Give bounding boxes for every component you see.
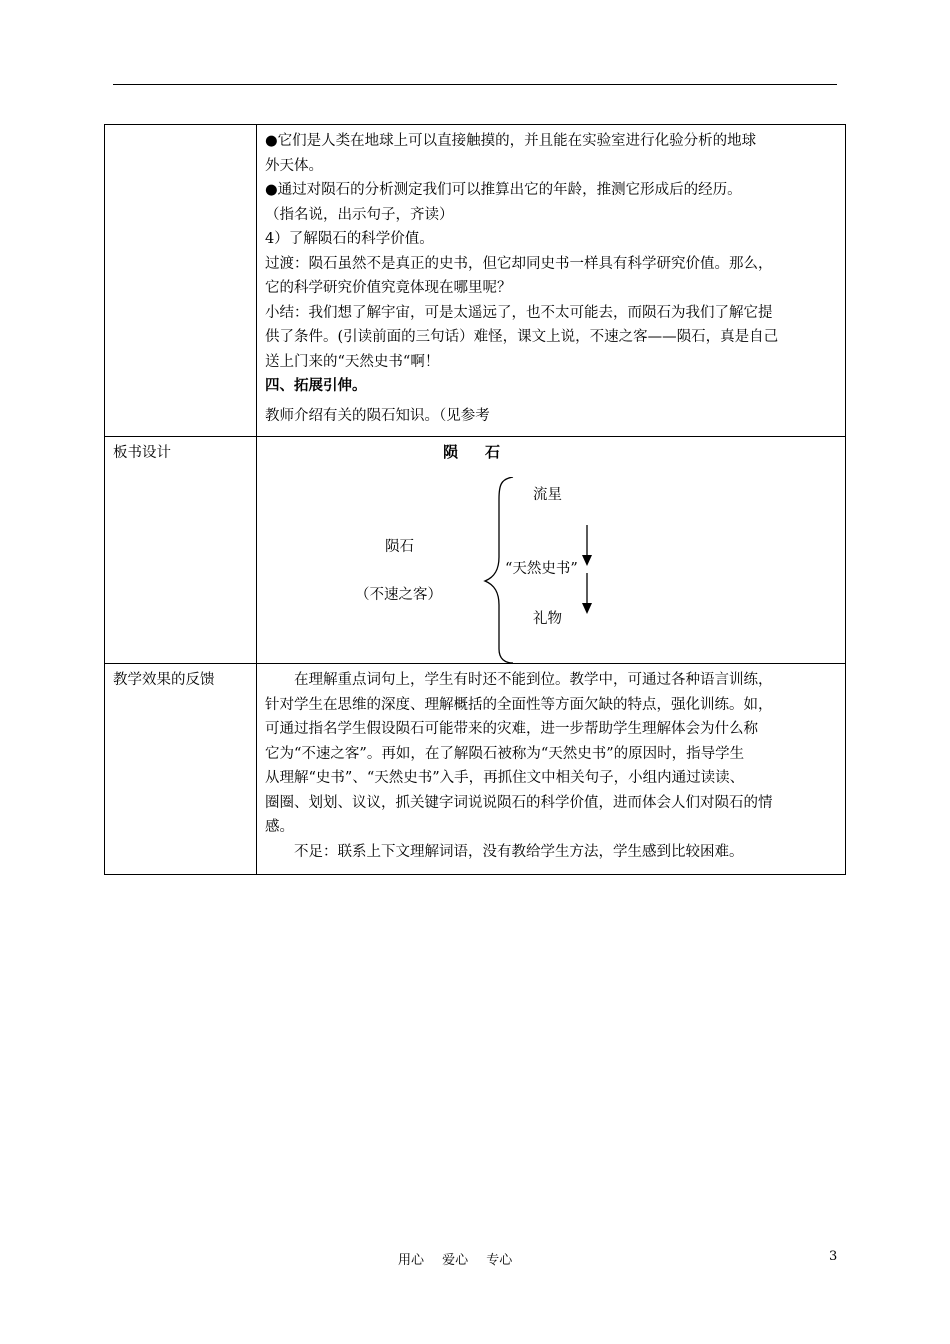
continuation-row	[105, 125, 846, 437]
arrow-down-icon	[581, 525, 593, 567]
content-line: 4）了解陨石的科学价值。	[265, 231, 434, 247]
board-branch-bottom: 礼物	[533, 611, 562, 627]
footer-motto: 用心 爱心 专心	[398, 1253, 513, 1268]
feedback-line: 从理解“史书”、“天然史书”入手，再抓住文中相关句子，小组内通过读读、	[265, 770, 745, 786]
content-line: （指名说，出示句子，齐读）	[265, 206, 454, 223]
board-left-main: 陨石	[385, 539, 414, 555]
board-left-sub: （不速之客）	[355, 587, 442, 603]
header-rule	[113, 84, 837, 85]
feedback-line: 圈圈、划划、议议，抓关键字词说说陨石的科学价值，进而体会人们对陨石的情	[265, 794, 773, 811]
content-line: 送上门来的“天然史书“啊！	[265, 353, 440, 370]
arrow-down-icon	[581, 573, 593, 615]
content-line: 过渡：陨石虽然不是真正的史书，但它却同史书一样具有科学研究价值。那么，	[265, 255, 773, 272]
lesson-plan-table	[104, 124, 846, 875]
page-footer	[0, 1249, 950, 1269]
feedback-line: 在理解重点词句上，学生有时还不能到位。教学中，可通过各种语言训练，	[294, 672, 773, 688]
continuation-label	[105, 125, 257, 437]
board-design-row	[105, 437, 846, 664]
page-number: 3	[829, 1249, 838, 1264]
board-design-label: 板书设计	[105, 437, 257, 664]
board-branch-top: 流星	[533, 487, 562, 503]
feedback-row	[105, 664, 846, 875]
content-line: 它的科学研究价值究竟体现在哪里呢？	[265, 280, 512, 296]
board-title: 陨 石	[443, 443, 507, 461]
board-design-content	[257, 437, 846, 664]
content-line: ●它们是人类在地球上可以直接触摸的，并且能在实验室进行化验分析的地球	[265, 133, 757, 149]
section-heading: 四、拓展引伸。	[265, 377, 367, 394]
continuation-content	[257, 125, 846, 437]
feedback-line: 可通过指名学生假设陨石可能带来的灾难，进一步帮助学生理解体会为什么称	[265, 721, 758, 737]
closing-line: 教师介绍有关的陨石知识。（见参考	[265, 407, 490, 424]
feedback-shortcoming: 不足：联系上下文理解词语，没有教给学生方法，学生感到比较困难。	[294, 843, 744, 860]
feedback-line: 针对学生在思维的深度、理解概括的全面性等方面欠缺的特点，强化训练。如，	[265, 696, 773, 713]
board-diagram	[257, 437, 845, 663]
feedback-line: 它为“不速之客”。再如，在了解陨石被称为“天然史书”的原因时，指导学生	[265, 745, 745, 762]
board-branch-middle: “天然史书”	[505, 561, 578, 577]
content-line: 小结：我们想了解宇宙，可是太遥远了，也不太可能去，而陨石为我们了解它提	[265, 304, 773, 321]
feedback-content	[257, 664, 846, 875]
content-line: 供了条件。(引读前面的三句话）难怪，课文上说，不速之客——陨石，真是自己	[265, 329, 779, 345]
content-line: 外天体。	[265, 157, 323, 174]
feedback-line: 感。	[265, 819, 294, 835]
content-line: ●通过对陨石的分析测定我们可以推算出它的年龄，推测它形成后的经历。	[265, 182, 742, 198]
feedback-label: 教学效果的反馈	[105, 664, 257, 875]
